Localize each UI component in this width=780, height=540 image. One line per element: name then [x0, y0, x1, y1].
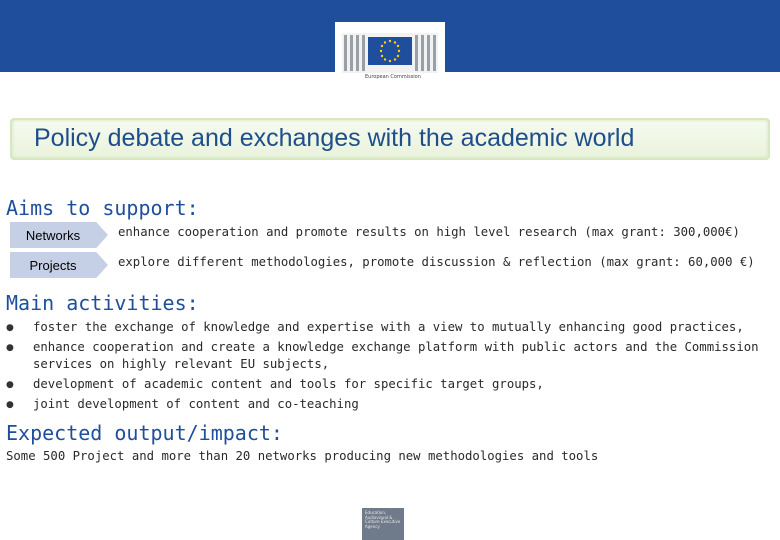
logo-text: European Commission — [365, 74, 421, 80]
footer-logo-text: Education, Audiovisual & Culture Executive Agency — [365, 510, 401, 529]
activity-item: joint development of content and co-teaching — [33, 397, 359, 411]
activity-item: enhance cooperation and create a knowledge exchange platform with public actors and the Commission — [33, 340, 759, 354]
networks-label: Networks — [25, 228, 81, 243]
bullet-icon: ● — [6, 400, 14, 410]
activity-item: development of academic content and tools for specific target groups, — [33, 377, 544, 391]
activity-item: foster the exchange of knowledge and expertise with a view to mutually enhancing good practices, — [33, 320, 744, 334]
page-title: Policy debate and exchanges with the academic world — [34, 124, 635, 152]
bullet-icon: ● — [6, 323, 14, 333]
activities-heading: Main activities: — [6, 291, 199, 315]
output-text: Some 500 Project and more than 20 networks producing new methodologies and tools — [6, 449, 599, 463]
networks-text: enhance cooperation and promote results on high level research (max grant: 300,000€) — [118, 225, 740, 239]
activity-item-continuation: services on highly relevant EU subjects, — [33, 357, 330, 371]
bullet-icon: ● — [6, 380, 14, 390]
bullet-icon: ● — [6, 343, 14, 353]
output-heading: Expected output/impact: — [6, 421, 283, 445]
projects-text: explore different methodologies, promote discussion & reflection (max grant: 60,000 €) — [118, 255, 755, 269]
commission-building-icon — [342, 27, 438, 73]
projects-label: Projects — [29, 258, 77, 273]
aims-heading: Aims to support: — [6, 196, 199, 220]
